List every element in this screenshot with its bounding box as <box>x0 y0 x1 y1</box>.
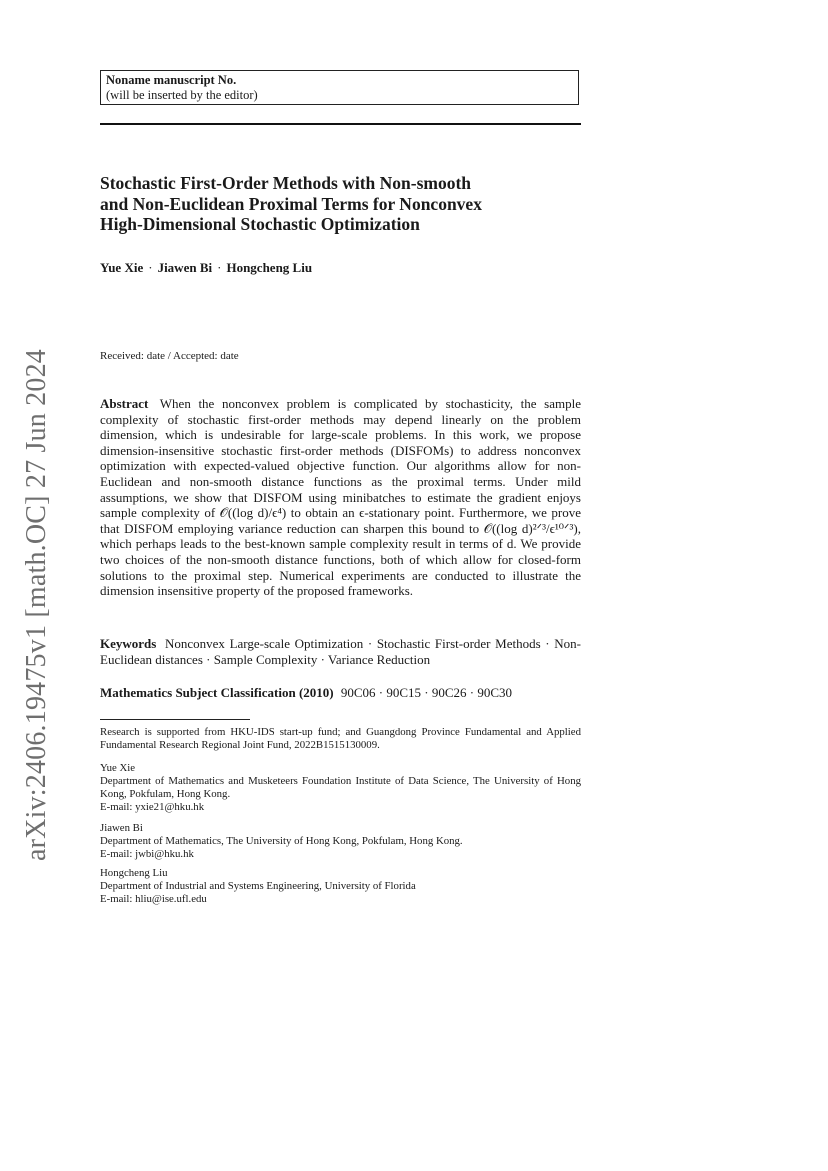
affiliation-name: Hongcheng Liu <box>100 867 168 879</box>
affiliation-dept: Department of Mathematics, The University of Hong Kong, Pokfulam, Hong Kong. <box>100 835 463 847</box>
title-line: High-Dimensional Stochastic Optimization <box>100 214 420 234</box>
footnote-rule <box>100 719 250 720</box>
editor-note: (will be inserted by the editor) <box>106 88 258 102</box>
subject-classification <box>100 685 581 701</box>
affiliation-name: Jiawen Bi <box>100 822 143 834</box>
affiliation-dept: Department of Industrial and Systems Engineering, University of Florida <box>100 880 416 892</box>
msc-label: Mathematics Subject Classification (2010) <box>100 685 334 700</box>
abstract <box>100 396 581 599</box>
arxiv-identifier: arXiv:2406.19475v1 [math.OC] 27 Jun 2024 <box>21 349 52 861</box>
author-name: Yue Xie <box>100 260 144 275</box>
paper-title <box>100 173 590 235</box>
affiliation-email: E-mail: jwbi@hku.hk <box>100 848 194 860</box>
title-line: and Non-Euclidean Proximal Terms for Nonconvex <box>100 193 482 214</box>
author-separator: · <box>148 260 153 275</box>
affiliation-email: E-mail: hliu@ise.ufl.edu <box>100 893 207 905</box>
abstract-label: Abstract <box>100 396 149 411</box>
received-date: Received: date / Accepted: date <box>100 350 239 362</box>
msc-codes: 90C06 · 90C15 · 90C26 · 90C30 <box>340 685 513 700</box>
title-line: Stochastic First-Order Methods with Non-smooth <box>100 173 472 193</box>
header-rule <box>100 123 581 125</box>
affiliation-dept: Department of Mathematics and Musketeers Foundation Institute of Data Science, The University of Hong Kong, Pokfulam, Hong Kong. <box>100 775 581 800</box>
keywords-text: Nonconvex Large-scale Optimization · Stochastic First-order Methods · Non-Euclidean distances · Sample Complexity · Variance Reduction <box>100 636 582 667</box>
author-separator: · <box>217 260 222 275</box>
keywords-label: Keywords <box>100 636 157 651</box>
keywords <box>100 636 581 667</box>
arxiv-identifier-sidebar <box>12 345 62 865</box>
affiliation-email: E-mail: yxie21@hku.hk <box>100 801 205 813</box>
affiliation-name: Yue Xie <box>100 762 136 774</box>
author-list <box>100 260 312 276</box>
affiliation-block <box>100 822 581 861</box>
manuscript-label: Noname manuscript No. <box>106 73 237 87</box>
abstract-text: When the nonconvex problem is complicated by stochasticity, the sample complexity of stochastic first-order methods may depend linearly on the problem dimension, which is undesirable for large-scale problems. In this work, we propose dimension-insensitive stochastic first-order methods (DISFOMs) to address nonconvex optimization with expected-valued objective function. Our algorithms allow for non-Euclidean and non-smooth distance functions as the proximal terms. Under mild assumptions, we show that DISFOM using minibatches to estimate the gradient enjoys sample complexity of 𝒪((log d)/ϵ⁴) to obtain an ϵ-stationary point. Furthermore, we prove that DISFOM employing variance reduction can sharpen this bound to 𝒪((log d)²ᐟ³/ϵ¹⁰ᐟ³), which perhaps leads to the best-known sample complexity result in terms of d. We provide two choices of the non-smooth distance functions, both of which allow for closed-form solutions to the proximal step. Numerical experiments are conducted to illustrate the dimension insensitive property of the proposed frameworks. <box>100 396 581 599</box>
manuscript-box <box>100 70 579 105</box>
funding-footnote: Research is supported from HKU-IDS start-up fund; and Guangdong Province Fundamental and Applied Fundamental Research Regional Joint Fund, 2022B1515130009. <box>100 726 581 751</box>
affiliation-block <box>100 762 581 814</box>
author-name: Hongcheng Liu <box>226 260 313 275</box>
affiliation-block <box>100 867 581 906</box>
author-name: Jiawen Bi <box>157 260 213 275</box>
